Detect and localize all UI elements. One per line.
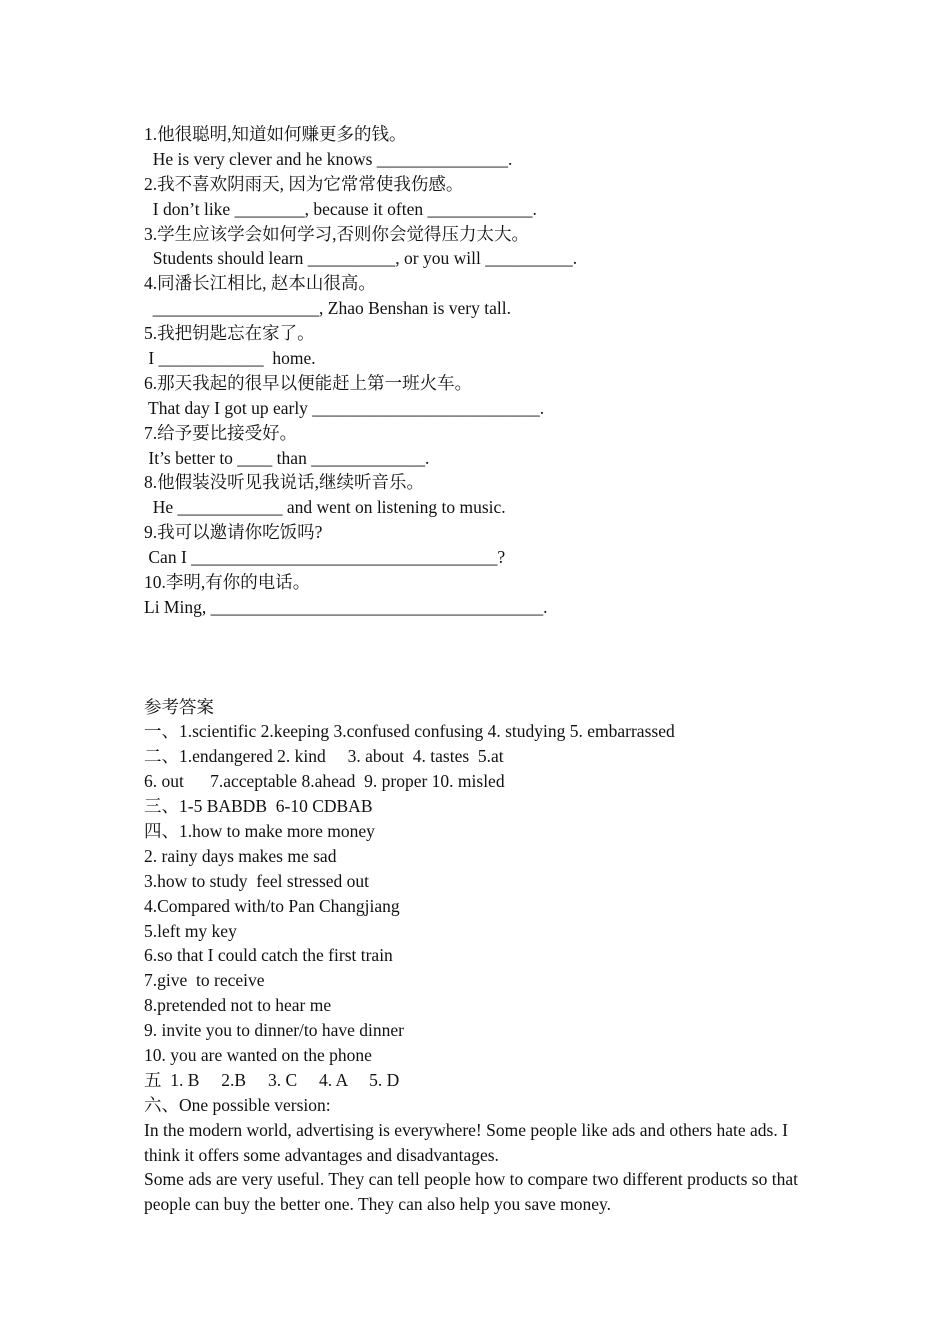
answer-line: 一、1.scientific 2.keeping 3.confused confusing 4. studying 5. embarrassed — [144, 721, 675, 742]
answers-title: 参考答案 — [144, 696, 214, 717]
answer-line: 7.give to receive — [144, 970, 265, 991]
exercise-line: It’s better to ____ than _____________. — [144, 447, 430, 468]
exercise-line: 10.李明,有你的电话。 — [144, 572, 311, 593]
exercise-line: 5.我把钥匙忘在家了。 — [144, 323, 315, 344]
exercise-line: 9.我可以邀请你吃饭吗? — [144, 522, 323, 543]
exercise-line: 4.同潘长江相比, 赵本山很高。 — [144, 273, 376, 294]
document-content — [144, 122, 824, 1217]
exercise-line: He is very clever and he knows _______________. — [144, 148, 513, 169]
exercise-line: I don’t like ________, because it often ____________. — [144, 198, 537, 219]
essay-paragraph: In the modern world, advertising is everywhere! Some people like ads and others hate ads. I think it offers some advantages and disadvantages. — [144, 1119, 788, 1165]
exercise-line: Li Ming, ______________________________________. — [144, 596, 548, 617]
answer-line: 8.pretended not to hear me — [144, 995, 332, 1016]
answer-line: 三、1-5 BABDB 6-10 CDBAB — [144, 796, 373, 817]
exercise-line: That day I got up early __________________________. — [144, 397, 545, 418]
exercise-line: 3.学生应该学会如何学习,否则你会觉得压力太大。 — [144, 223, 529, 244]
exercise-line: Students should learn __________, or you will __________. — [144, 248, 578, 269]
answer-line: 四、1.how to make more money — [144, 820, 375, 841]
exercise-line: 7.给予要比接受好。 — [144, 422, 298, 443]
exercise-line: I ____________ home. — [144, 348, 316, 369]
translation-exercise — [144, 122, 824, 620]
exercise-line: ___________________, Zhao Benshan is very tall. — [144, 298, 511, 319]
answer-line: 9. invite you to dinner/to have dinner — [144, 1020, 405, 1041]
exercise-line: Can I ___________________________________? — [144, 547, 506, 568]
answer-line: 六、One possible version: — [144, 1094, 331, 1115]
exercise-line: 6.那天我起的很早以便能赶上第一班火车。 — [144, 372, 473, 393]
essay-paragraph: Some ads are very useful. They can tell people how to compare two different products so that people can buy the better one. They can also help you save money. — [144, 1169, 798, 1215]
answer-line: 3.how to study feel stressed out — [144, 870, 370, 891]
section-spacer — [144, 620, 824, 695]
answer-line: 6.so that I could catch the first train — [144, 945, 393, 966]
answer-key — [144, 695, 824, 1218]
exercise-line: 1.他很聪明,知道如何赚更多的钱。 — [144, 124, 407, 144]
exercise-line: He ____________ and went on listening to music. — [144, 497, 506, 518]
answer-line: 6. out 7.acceptable 8.ahead 9. proper 10. misled — [144, 771, 505, 792]
answer-line: 五 1. B 2.B 3. C 4. A 5. D — [144, 1069, 400, 1090]
answer-line: 2. rainy days makes me sad — [144, 845, 337, 866]
exercise-line: 2.我不喜欢阴雨天, 因为它常常使我伤感。 — [144, 173, 464, 194]
answer-line: 4.Compared with/to Pan Changjiang — [144, 895, 400, 916]
exercise-line: 8.他假装没听见我说话,继续听音乐。 — [144, 472, 424, 493]
answer-line: 10. you are wanted on the phone — [144, 1044, 372, 1065]
answer-line: 5.left my key — [144, 920, 237, 941]
answer-line: 二、1.endangered 2. kind 3. about 4. tastes 5.at — [144, 746, 504, 767]
